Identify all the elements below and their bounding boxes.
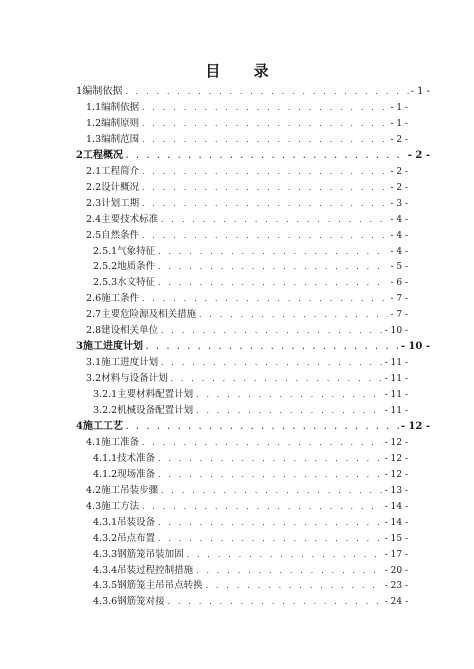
toc-entry[interactable] [86, 499, 408, 514]
toc-entry-label: 4.3施工方法 [86, 500, 140, 512]
toc-entry[interactable] [86, 100, 408, 115]
dot-leader [141, 229, 388, 244]
toc-entry-page-number: - 10 - [384, 326, 408, 337]
toc-entry-page-number: - 2 - [390, 182, 408, 193]
toc-entry[interactable] [93, 275, 408, 290]
dot-leader [157, 468, 383, 483]
dot-leader [195, 404, 383, 419]
toc-entry[interactable] [93, 594, 408, 609]
toc-entry-label: 3.2.2机械设备配置计划 [93, 405, 194, 416]
toc-entry-label: 4施工工艺 [76, 420, 123, 432]
dot-leader [205, 579, 383, 594]
toc-entry-label: 2.5.3水文特征 [93, 277, 156, 289]
dot-leader [170, 372, 383, 387]
toc-entry-page-number: - 14 - [384, 517, 408, 528]
toc-entry-page-number: - 4 - [390, 230, 408, 241]
toc-entry-label: 1.1编制依据 [86, 101, 140, 113]
toc-entry-label: 2.3计划工期 [86, 197, 140, 209]
toc-entry-label: 2.5.2地质条件 [93, 261, 156, 273]
toc-entry-page-number: - 15 - [384, 533, 408, 544]
toc-entry-label: 1编制依据 [76, 86, 123, 97]
dot-leader [141, 101, 388, 116]
toc-entry[interactable] [86, 435, 408, 450]
toc-entry[interactable] [76, 148, 430, 163]
toc-entry[interactable] [93, 467, 408, 482]
toc-entry-page-number: - 13 - [384, 485, 408, 496]
toc-entry-label: 1.2编制原则 [86, 117, 140, 129]
toc-entry[interactable] [86, 483, 408, 498]
dot-leader [125, 149, 406, 164]
toc-entry[interactable] [93, 515, 408, 530]
toc-entry-label: 2.6施工条件 [86, 293, 140, 305]
dot-leader [157, 260, 388, 275]
toc-entry-page-number: - 7 - [390, 294, 408, 305]
toc-entry-page-number: - 12 - [400, 420, 430, 432]
toc-entry[interactable] [93, 259, 408, 274]
toc-entry[interactable] [76, 84, 430, 99]
toc-entry-label: 2.1工程简介 [86, 165, 140, 177]
toc-entry-page-number: - 1 - [390, 102, 408, 113]
toc-entry[interactable] [93, 578, 408, 593]
dot-leader [198, 308, 388, 323]
toc-entry-label: 3.2材料与设备计划 [86, 373, 168, 385]
dot-leader [157, 516, 383, 531]
toc-entry-label: 3.1施工进度计划 [86, 357, 159, 369]
toc-entry[interactable] [86, 132, 408, 147]
toc-entry-label: 2.4主要技术标准 [86, 213, 159, 225]
toc-entry-label: 4.3.6钢筋笼对接 [93, 596, 165, 608]
dot-leader [141, 500, 383, 515]
dot-leader [160, 356, 383, 371]
toc-entry-label: 2.2设计概况 [86, 181, 140, 193]
toc-title: 目 录 [205, 62, 283, 80]
toc-entry[interactable] [76, 339, 430, 354]
toc-entry-page-number: - 2 - [407, 149, 430, 161]
toc-entry[interactable] [86, 164, 408, 179]
toc-entry[interactable] [76, 419, 430, 434]
dot-leader [160, 213, 388, 228]
toc-entry-page-number: - 3 - [390, 198, 408, 209]
toc-entry-page-number: - 10 - [400, 341, 430, 353]
toc-entry[interactable] [86, 228, 408, 243]
dot-leader [141, 165, 388, 180]
toc-entry-label: 4.2施工吊装步骤 [86, 484, 159, 496]
toc-entry-label: 2工程概况 [76, 149, 123, 161]
toc-entry-label: 2.7主要危险源及相关措施 [86, 309, 197, 321]
toc-entry[interactable] [93, 531, 408, 546]
toc-entry-label: 3施工进度计划 [76, 341, 143, 353]
toc-entry-label: 4.3.2吊点布置 [93, 532, 156, 544]
toc-entry-page-number: - 1 - [390, 118, 408, 129]
dot-leader [186, 548, 383, 563]
dot-leader [167, 595, 383, 610]
toc-entry-label: 1.3编制范围 [86, 133, 140, 145]
toc-entry-label: 4.3.5钢筋笼主吊吊点转换 [93, 580, 203, 592]
toc-entry[interactable] [93, 563, 408, 578]
dot-leader [195, 388, 383, 403]
dot-leader [141, 181, 388, 196]
toc-entry-page-number: - 11 - [384, 374, 408, 385]
toc-entry-page-number: - 6 - [390, 278, 408, 289]
toc-entry[interactable] [86, 116, 408, 131]
toc-entry-label: 2.5.1气象特征 [93, 245, 156, 257]
toc-entry-page-number: - 11 - [384, 390, 408, 401]
dot-leader [157, 276, 388, 291]
dot-leader [124, 85, 408, 100]
toc-entry-page-number: - 14 - [384, 501, 408, 512]
toc-entry-page-number: - 17 - [384, 549, 408, 560]
toc-entry[interactable] [93, 403, 408, 418]
toc-entry-page-number: - 11 - [384, 406, 408, 416]
toc-entry-label: 2.8建设相关单位 [86, 325, 159, 337]
toc-entry[interactable] [86, 355, 408, 370]
toc-entry-page-number: - 1 - [410, 86, 430, 97]
dot-leader [160, 484, 383, 499]
dot-leader [157, 532, 383, 547]
dot-leader [141, 292, 388, 307]
toc-entry-label: 3.2.1主要材料配置计划 [93, 389, 194, 401]
toc-entry[interactable] [86, 291, 408, 306]
toc-entry[interactable] [86, 323, 408, 338]
toc-entry[interactable] [86, 180, 408, 195]
toc-entry-label: 2.5自然条件 [86, 229, 140, 241]
toc-entry[interactable] [93, 547, 408, 562]
toc-entry-label: 4.3.1吊装设备 [93, 516, 156, 528]
toc-entry-page-number: - 12 - [384, 469, 408, 480]
dot-leader [157, 452, 383, 467]
toc-entry-page-number: - 12 - [384, 437, 408, 448]
toc-entry[interactable] [93, 244, 408, 259]
toc-entry-page-number: - 23 - [384, 581, 408, 592]
toc-entry[interactable] [86, 196, 408, 211]
toc-entry-label: 4.3.3钢筋笼吊装加固 [93, 548, 184, 560]
toc-entry-page-number: - 4 - [390, 214, 408, 225]
dot-leader [141, 436, 383, 451]
dot-leader [141, 197, 388, 212]
toc-entry[interactable] [93, 451, 408, 466]
toc-entry-page-number: - 2 - [390, 134, 408, 145]
dot-leader [125, 420, 399, 435]
dot-leader [145, 340, 399, 355]
toc-entry-label: 4.3.4吊装过程控制措施 [93, 564, 194, 576]
toc-entry-page-number: - 11 - [384, 358, 408, 369]
dot-leader [195, 564, 383, 579]
dot-leader [157, 245, 388, 260]
toc-entry[interactable] [93, 387, 408, 402]
toc-entry-page-number: - 20 - [384, 565, 408, 576]
toc-entry-page-number: - 12 - [384, 453, 408, 464]
toc-entry[interactable] [86, 371, 408, 386]
dot-leader [141, 133, 388, 148]
toc-entry-label: 4.1.2现场准备 [93, 468, 156, 480]
toc-entry-page-number: - 7 - [390, 310, 408, 321]
toc-entry[interactable] [86, 212, 408, 227]
toc-entry-label: 4.1.1技术准备 [93, 452, 156, 464]
toc-entry-page-number: - 24 - [384, 597, 408, 608]
toc-entry-page-number: - 4 - [390, 246, 408, 257]
toc-entry-page-number: - 5 - [390, 262, 408, 273]
toc-entry[interactable] [86, 307, 408, 322]
dot-leader [160, 324, 383, 339]
toc-entry-page-number: - 2 - [390, 166, 408, 177]
dot-leader [141, 117, 388, 132]
toc-entry-label: 4.1施工准备 [86, 436, 140, 448]
